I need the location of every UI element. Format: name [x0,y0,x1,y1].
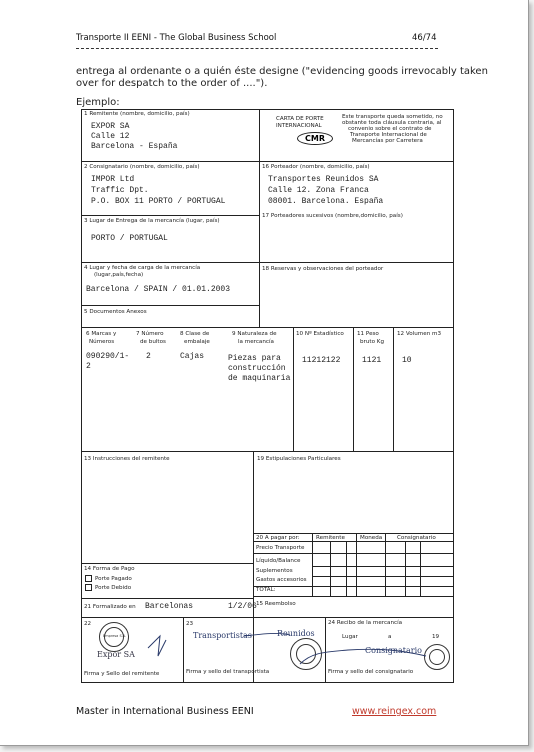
notice-1: Este transporte queda sometido, no [342,114,443,120]
f24-number: 19 [432,634,440,640]
f1-line-2: Calle 12 [91,132,130,141]
f2-line-2: Traffic Dpt. [91,186,149,195]
f23-label: 23 [186,621,194,627]
f16-label: 16 Porteador (nombre, domicilio, país) [262,164,370,170]
f20-row-liquido: Líquido/Balance [256,558,301,564]
v8: Cajas [180,352,205,361]
remitente-stamp-text: Empresa S.A. [103,634,127,638]
f24-label: 24 Recibo de la mercancía [328,620,403,626]
f24-a: a [388,634,392,640]
f14-label: 14 Forma de Pago [84,566,135,572]
col12-label: 12 Volumen m3 [397,331,442,337]
col11-label-2: bruto Kg [360,339,385,345]
f20-label: 20 A pagar por: [256,535,300,541]
f20-col-moneda: Moneda [360,535,383,541]
col6-label-1: 6 Marcas y [86,331,117,337]
f18-label: 18 Reservas y observaciones del porteador [262,266,384,272]
v9-line-2: construcción [228,364,286,373]
col8-label-2: embalaje [184,339,210,345]
running-header-title: Transporte II EENI - The Global Business School [76,33,277,43]
f1-line-3: Barcelona - España [91,142,178,151]
v6-line-1: 090290/1- [86,352,130,361]
col11-label-1: 11 Peso [357,331,379,337]
page-number: 46/74 [412,33,437,43]
f23-caption: Firma y sello del transportista [186,669,270,675]
notice-3: convenio sobre el contrato de [348,126,432,132]
f20-row-suplementos: Suplementos [256,568,293,574]
f16-line-1: Transportes Reunidos SA [268,175,379,184]
f19-label: 19 Estipulaciones Particulares [257,456,341,462]
f22-label: 22 [84,621,92,627]
f4-label-1: 4 Lugar y fecha de carga de la mercancía [84,265,201,271]
f13-label: 13 Instrucciones del remitente [84,456,170,462]
v9-line-1: Piezas para [228,354,281,363]
f3-label: 3 Lugar de Entrega de la mercancía (lugar, país) [84,218,220,224]
example-label: Ejemplo: [76,97,120,108]
v6-line-2: 2 [86,362,91,371]
notice-2: obstante toda cláusula contraria, al [342,120,442,126]
transportista-signature-a: Transportistas [193,631,252,640]
f24-caption: Firma y sello del consignatario [328,669,414,675]
f4-value: Barcelona / SPAIN / 01.01.2003 [86,285,231,294]
f20-row-total: TOTAL: [256,587,276,593]
consignatario-scribble [300,649,426,664]
f16-line-3: 08001. Barcelona. España [268,197,384,206]
remitente-scribble [148,636,166,656]
intro-line-1: entrega al ordenante o a quién éste designe ("evidencing goods irrevocably taken [76,66,488,77]
cmr-logo: CMR [297,132,333,145]
f22-caption: Firma y Sello del remitente [84,671,160,677]
col7-label-2: de bultos [140,339,166,345]
f20-col-consignatario: Consignatario [397,535,436,541]
f20-col-remitente: Remitente [316,535,345,541]
transportista-scribble [244,633,290,636]
f24-lugar: Lugar [342,634,358,640]
col10-label: 10 Nº Estadístico [296,331,344,337]
notice-4: Transporte Internacional de [350,132,427,138]
f2-line-3: P.O. BOX 11 PORTO / PORTUGAL [91,197,226,206]
f5-label: 5 Documentos Anexos [84,309,147,315]
consignatario-signature: Consignatario [365,646,422,655]
v10: 11212122 [302,356,341,365]
transportista-signature-b: Reunidos [277,629,315,638]
v9-line-3: de maquinaria [228,374,291,383]
f21-value: Barcelonas [145,602,194,611]
porte-pagado-label: Porte Pagado [95,576,132,582]
f20-row-gastos: Gastos accesorios [256,577,307,583]
col7-label-1: 7 Número [136,331,164,337]
v11: 1121 [362,356,382,365]
f20-row-precio: Precio Transporte [256,545,305,551]
col6-label-2: Números [89,339,115,345]
carta-title-2: INTERNACIONAL [276,123,322,129]
f16-line-2: Calle 12. Zona Franca [268,186,369,195]
footer-title: Master in International Business EENI [76,706,254,717]
f3-value: PORTO / PORTUGAL [91,234,168,243]
v12: 10 [402,356,412,365]
col9-label-1: 9 Naturaleza de [232,331,277,337]
porte-debido-label: Porte Debido [95,585,132,591]
f21-label: 21 Formalizado en [84,604,136,610]
remitente-signature: Expor SA [97,650,135,659]
f1-line-1: EXPOR SA [91,122,130,131]
f4-label-2: (lugar,país,fecha) [94,272,144,278]
f2-line-1: IMPOR Ltd [91,175,135,184]
carta-title-1: CARTA DE PORTE [276,116,324,122]
col9-label-2: la mercancía [238,339,274,345]
notice-5: Mercancías por Carretera [352,138,423,144]
intro-line-2: over for despatch to the order of ...."). [76,78,268,89]
col8-label-1: 8 Clase de [180,331,210,337]
f15-label: 15 Reembolso [256,601,296,607]
f17-label: 17 Porteadores sucesivos (nombre,domicilio, país) [262,213,403,219]
f21-date: 1/2/06 [228,602,257,611]
f1-label: 1 Remitente (nombre, domicilio, país) [84,111,190,117]
footer-link[interactable]: www.reingex.com [352,706,437,717]
v7: 2 [146,352,151,361]
f2-label: 2 Consignatario (nombre, domicilio, país) [84,164,200,170]
